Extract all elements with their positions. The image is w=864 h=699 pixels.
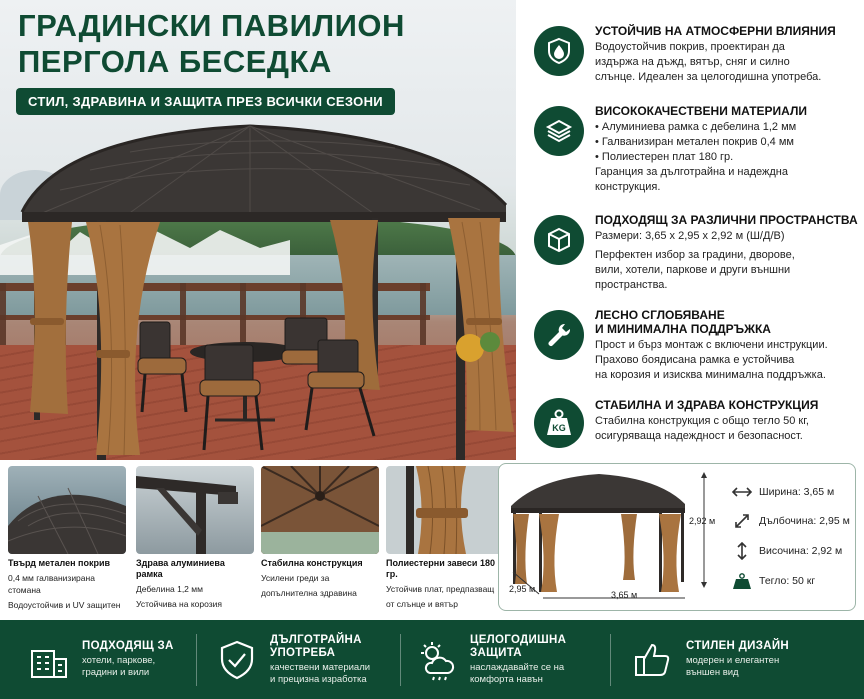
footer-divider	[400, 634, 401, 686]
footer-item-suitable	[26, 620, 174, 699]
footer-item-durable	[214, 620, 370, 699]
footer-item-protection	[414, 620, 566, 699]
footer-sub: външен вид	[686, 667, 739, 678]
spec-height	[731, 541, 842, 561]
feature-bullet: • Галванизиран метален покрив 0,4 мм	[595, 135, 861, 150]
footer-sub: и прецизна изработка	[270, 673, 367, 685]
thumb-title: Здрава алуминиева рамка	[136, 558, 225, 579]
thumb-frame	[136, 466, 254, 610]
structure-detail-image	[261, 466, 379, 554]
gazebo-beam	[22, 212, 506, 222]
flower-pot	[456, 334, 484, 362]
feature-bullet: • Полиестерен плат 180 гр.	[595, 150, 861, 165]
frame-detail-image	[136, 466, 254, 554]
water-drop-shield-icon	[534, 26, 584, 76]
spec-weight	[731, 571, 815, 591]
width-arrows-icon	[731, 483, 753, 501]
width-dimension-label: 3,65 м	[611, 590, 638, 600]
footer-sub: комфорта навън	[470, 673, 543, 685]
thumb-desc: Дебелина 1,2 мм	[136, 584, 203, 594]
feature-title: ВИСОКОКАЧЕСТВЕНИ МАТЕРИАЛИ	[595, 104, 808, 118]
footer-sub: наслаждавайте се на	[470, 661, 565, 673]
thumb-desc: Устойчива на корозия	[136, 599, 222, 609]
page-title-line-1: ГРАДИНСКИ ПАВИЛИОН	[18, 8, 405, 43]
feature-title-line-1: ЛЕСНО СГЛОБЯВАНЕ	[595, 308, 725, 322]
title-block	[18, 8, 405, 80]
footer-title-line-2: УПОТРЕБА	[270, 646, 336, 659]
thumb-title: Стабилна конструкция	[261, 558, 363, 568]
thumbs-up-icon	[630, 637, 676, 683]
depth-dimension-label: 2,95 м	[509, 584, 536, 594]
feature-desc: вили, хотели, паркове и други външни	[595, 264, 791, 276]
thumb-roof	[8, 466, 126, 611]
feature-desc: Перфектен избор за градини, дворове,	[595, 249, 795, 261]
wrench-icon	[534, 310, 584, 360]
thumb-desc: Устойчив плат, предпазващ	[386, 584, 495, 594]
kg-weight-icon	[534, 398, 584, 448]
svg-text:KG: KG	[552, 423, 566, 433]
footer-item-design	[630, 620, 789, 699]
weight-icon	[731, 572, 753, 590]
feature-bullet: • Алуминиева рамка с дебелина 1,2 мм	[595, 120, 861, 135]
thumb-desc: от слънце и вятър	[386, 599, 458, 609]
feature-desc: на корозия и изисква минимална поддръжка.	[595, 369, 826, 381]
spec-width-text: Ширина: 3,65 м	[759, 486, 835, 498]
roof-detail-image	[8, 466, 126, 554]
detail-thumbnails	[8, 466, 495, 610]
shield-check-icon	[214, 637, 260, 683]
spec-height-text: Височина: 2,92 м	[759, 545, 843, 557]
footer-sub: хотели, паркове,	[82, 655, 156, 666]
feature-desc: конструкция.	[595, 181, 661, 193]
feature-desc: Стабилна конструкция с общо тегло 50 кг,	[595, 415, 809, 427]
page-title-line-2: ПЕРГОЛА БЕСЕДКА	[18, 44, 332, 79]
feature-title: ПОДХОДЯЩ ЗА РАЗЛИЧНИ ПРОСТРАНСТВА	[595, 213, 858, 227]
subtitle-banner: СТИЛ, ЗДРАВИНА И ЗАЩИТА ПРЕЗ ВСИЧКИ СЕЗОНИ	[16, 88, 395, 115]
footer-title-line-1: ДЪЛГОТРАЙНА	[270, 633, 362, 646]
layers-icon	[534, 106, 584, 156]
curtain-detail-image	[386, 466, 504, 554]
thumb-desc: 0,4 мм галванизирана стомана	[8, 573, 95, 595]
thumb-desc: Водоустойчив и UV защитен	[8, 600, 121, 610]
sun-cloud-icon	[414, 637, 460, 683]
patio-chairs	[138, 318, 374, 450]
dimensions-diagram	[498, 463, 856, 611]
footer-title: СТИЛЕН ДИЗАЙН	[686, 640, 789, 652]
feature-desc: Прост и бърз монтаж с включени инструкции.	[595, 339, 828, 351]
footer-sub: модерен и елегантен	[686, 655, 780, 666]
spec-depth-text: Дълбочина: 2,95 м	[759, 515, 850, 527]
thumb-desc: допълнителна здравина	[261, 588, 357, 598]
spec-width	[731, 482, 834, 502]
footer-sub: градини и вили	[82, 667, 150, 678]
gazebo-roof	[22, 126, 506, 222]
footer-title-line-2: ЗАЩИТА	[470, 646, 522, 659]
feature-title: УСТОЙЧИВ НА АТМОСФЕРНИ ВЛИЯНИЯ	[595, 24, 836, 38]
thumb-title: Полиестерни завеси 180 гр.	[386, 558, 495, 579]
thumb-desc: Усилени греди за	[261, 573, 330, 583]
feature-size: Размери: 3,65 х 2,95 х 2,92 м (Ш/Д/В)	[595, 230, 785, 242]
footer-divider	[196, 634, 197, 686]
spec-weight-text: Тегло: 50 кг	[759, 575, 816, 587]
height-arrows-icon	[731, 542, 753, 560]
footer-sub: качествени материали	[270, 661, 371, 673]
feature-desc: пространства.	[595, 279, 668, 291]
thumb-title: Твърд метален покрив	[8, 558, 111, 568]
depth-arrows-icon	[731, 512, 753, 530]
feature-title: СТАБИЛНА И ЗДРАВА КОНСТРУКЦИЯ	[595, 398, 819, 412]
feature-desc: издържа на дъжд, вятър, сняг и силно	[595, 56, 790, 68]
building-icon	[26, 637, 72, 683]
footer-bar	[0, 620, 864, 699]
features-panel	[520, 0, 864, 460]
feature-desc: Прахово боядисана рамка е устойчива	[595, 354, 795, 366]
footer-title-line-1: ЦЕЛОГОДИШНА	[470, 633, 567, 646]
feature-desc: осигуряваща надеждност и безопасност.	[595, 430, 803, 442]
spec-depth	[731, 511, 850, 531]
height-dimension-label: 2,92 м	[689, 516, 716, 526]
feature-desc: Водоустойчив покрив, проектиран да	[595, 41, 785, 53]
thumb-curtains	[386, 466, 504, 610]
thumb-structure	[261, 466, 379, 599]
footer-divider	[610, 634, 611, 686]
feature-desc: Гаранция за дълготрайна и надеждна	[595, 166, 788, 178]
cube-icon	[534, 215, 584, 265]
feature-title-line-2: И МИНИМАЛНА ПОДДРЪЖКА	[595, 322, 771, 336]
footer-title: ПОДХОДЯЩ ЗА	[82, 640, 174, 652]
feature-desc: слънце. Идеален за целогодишна употреба.	[595, 71, 822, 83]
